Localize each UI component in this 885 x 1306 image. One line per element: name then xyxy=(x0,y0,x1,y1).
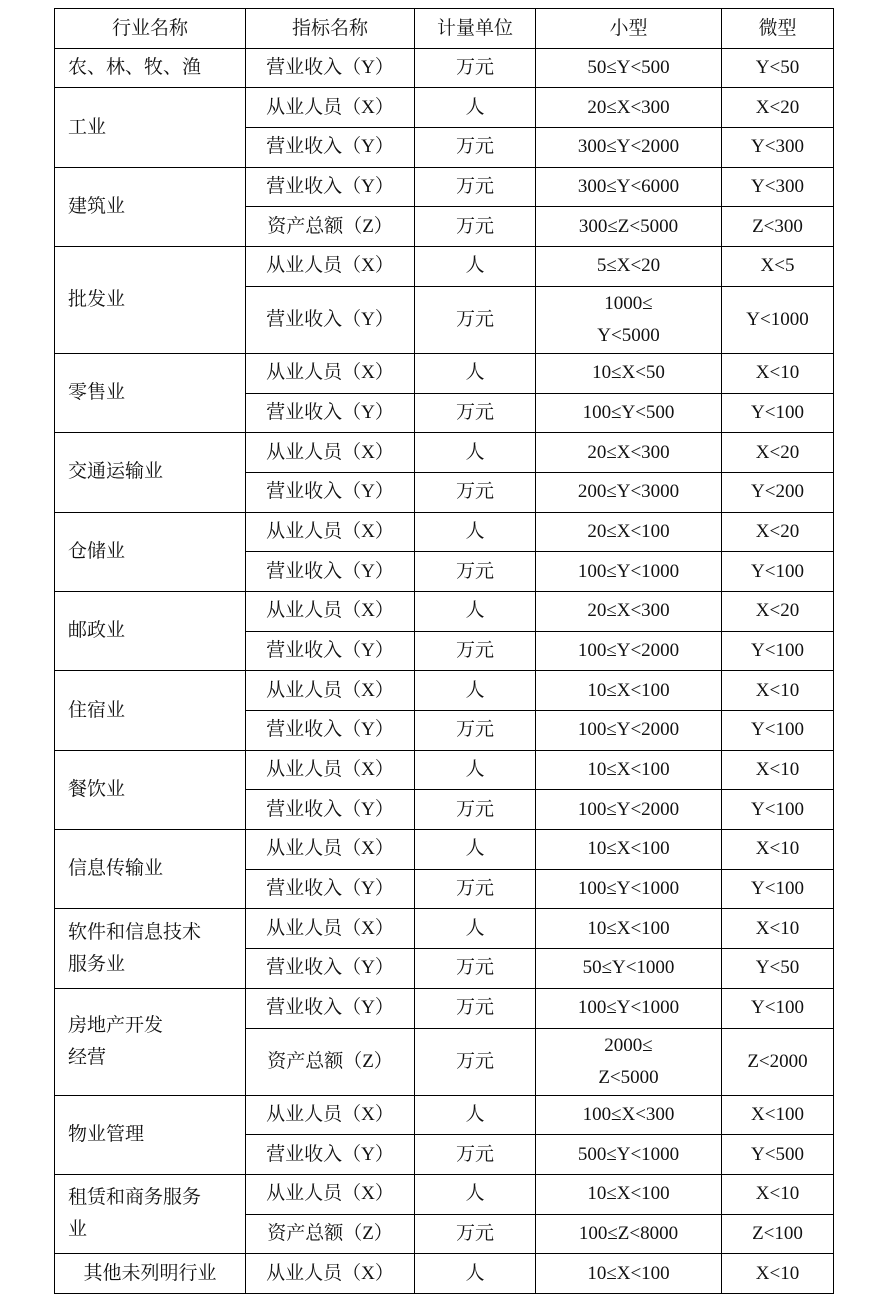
unit-cell: 人 xyxy=(415,1254,536,1294)
industry-cell: 邮政业 xyxy=(55,591,246,670)
unit-cell: 万元 xyxy=(415,988,536,1028)
header-micro: 微型 xyxy=(722,9,834,49)
indicator-cell: 营业收入（Y） xyxy=(246,286,415,353)
table-row xyxy=(55,591,834,631)
table-row xyxy=(55,512,834,552)
micro-threshold-cell: Y<300 xyxy=(722,167,834,207)
small-threshold-cell: 20≤X<300 xyxy=(536,433,722,473)
micro-threshold-cell: Z<300 xyxy=(722,207,834,247)
small-threshold-cell: 50≤Y<1000 xyxy=(536,949,722,989)
micro-threshold-cell: X<20 xyxy=(722,433,834,473)
small-threshold-cell: 20≤X<300 xyxy=(536,88,722,128)
small-threshold-cell: 10≤X<100 xyxy=(536,1254,722,1294)
indicator-cell: 从业人员（X） xyxy=(246,353,415,393)
small-threshold-cell: 300≤Z<5000 xyxy=(536,207,722,247)
table-row xyxy=(55,167,834,207)
small-threshold-cell: 50≤Y<500 xyxy=(536,48,722,88)
micro-threshold-cell: Z<100 xyxy=(722,1214,834,1254)
indicator-cell: 营业收入（Y） xyxy=(246,790,415,830)
indicator-cell: 从业人员（X） xyxy=(246,247,415,287)
indicator-cell: 营业收入（Y） xyxy=(246,949,415,989)
unit-cell: 万元 xyxy=(415,869,536,909)
micro-threshold-cell: Z<2000 xyxy=(722,1028,834,1095)
small-threshold-cell: 500≤Y<1000 xyxy=(536,1135,722,1175)
unit-cell: 万元 xyxy=(415,472,536,512)
small-threshold-cell: 2000≤ Z<5000 xyxy=(536,1028,722,1095)
table-row xyxy=(55,830,834,870)
indicator-cell: 从业人员（X） xyxy=(246,1174,415,1214)
indicator-cell: 营业收入（Y） xyxy=(246,869,415,909)
unit-cell: 万元 xyxy=(415,949,536,989)
enterprise-size-table xyxy=(54,8,834,1294)
indicator-cell: 从业人员（X） xyxy=(246,512,415,552)
indicator-cell: 营业收入（Y） xyxy=(246,1135,415,1175)
indicator-cell: 营业收入（Y） xyxy=(246,48,415,88)
small-threshold-cell: 10≤X<100 xyxy=(536,750,722,790)
header-row xyxy=(55,9,834,49)
micro-threshold-cell: Y<100 xyxy=(722,393,834,433)
small-threshold-cell: 10≤X<100 xyxy=(536,909,722,949)
industry-cell: 其他未列明行业 xyxy=(55,1254,246,1294)
micro-threshold-cell: Y<100 xyxy=(722,552,834,592)
small-threshold-cell: 300≤Y<2000 xyxy=(536,128,722,168)
micro-threshold-cell: X<100 xyxy=(722,1095,834,1135)
unit-cell: 人 xyxy=(415,750,536,790)
unit-cell: 万元 xyxy=(415,286,536,353)
industry-cell: 住宿业 xyxy=(55,671,246,750)
micro-threshold-cell: Y<50 xyxy=(722,48,834,88)
industry-cell: 零售业 xyxy=(55,353,246,432)
unit-cell: 万元 xyxy=(415,1135,536,1175)
table-row xyxy=(55,1254,834,1294)
micro-threshold-cell: X<10 xyxy=(722,830,834,870)
micro-threshold-cell: Y<100 xyxy=(722,869,834,909)
micro-threshold-cell: X<10 xyxy=(722,353,834,393)
indicator-cell: 从业人员（X） xyxy=(246,750,415,790)
industry-cell: 建筑业 xyxy=(55,167,246,246)
unit-cell: 人 xyxy=(415,909,536,949)
indicator-cell: 营业收入（Y） xyxy=(246,128,415,168)
industry-cell: 软件和信息技术 服务业 xyxy=(55,909,246,988)
indicator-cell: 从业人员（X） xyxy=(246,671,415,711)
indicator-cell: 营业收入（Y） xyxy=(246,631,415,671)
industry-cell: 物业管理 xyxy=(55,1095,246,1174)
indicator-cell: 从业人员（X） xyxy=(246,591,415,631)
unit-cell: 人 xyxy=(415,591,536,631)
unit-cell: 人 xyxy=(415,433,536,473)
header-indicator: 指标名称 xyxy=(246,9,415,49)
unit-cell: 万元 xyxy=(415,1028,536,1095)
unit-cell: 万元 xyxy=(415,790,536,830)
table-row xyxy=(55,433,834,473)
industry-cell: 农、林、牧、渔 xyxy=(55,48,246,88)
small-threshold-cell: 300≤Y<6000 xyxy=(536,167,722,207)
small-threshold-cell: 20≤X<100 xyxy=(536,512,722,552)
micro-threshold-cell: X<20 xyxy=(722,591,834,631)
small-threshold-cell: 100≤Y<2000 xyxy=(536,711,722,751)
micro-threshold-cell: Y<200 xyxy=(722,472,834,512)
unit-cell: 万元 xyxy=(415,48,536,88)
industry-cell: 批发业 xyxy=(55,247,246,354)
table-row xyxy=(55,988,834,1028)
indicator-cell: 从业人员（X） xyxy=(246,909,415,949)
micro-threshold-cell: Y<100 xyxy=(722,631,834,671)
industry-cell: 租赁和商务服务 业 xyxy=(55,1174,246,1253)
unit-cell: 人 xyxy=(415,512,536,552)
unit-cell: 万元 xyxy=(415,393,536,433)
unit-cell: 万元 xyxy=(415,167,536,207)
table-row xyxy=(55,909,834,949)
micro-threshold-cell: X<20 xyxy=(722,88,834,128)
indicator-cell: 从业人员（X） xyxy=(246,433,415,473)
micro-threshold-cell: Y<100 xyxy=(722,711,834,751)
micro-threshold-cell: X<10 xyxy=(722,671,834,711)
indicator-cell: 营业收入（Y） xyxy=(246,393,415,433)
small-threshold-cell: 100≤Y<2000 xyxy=(536,790,722,830)
unit-cell: 人 xyxy=(415,830,536,870)
small-threshold-cell: 100≤Y<1000 xyxy=(536,869,722,909)
small-threshold-cell: 10≤X<100 xyxy=(536,671,722,711)
unit-cell: 人 xyxy=(415,353,536,393)
indicator-cell: 营业收入（Y） xyxy=(246,711,415,751)
small-threshold-cell: 100≤Y<500 xyxy=(536,393,722,433)
indicator-cell: 营业收入（Y） xyxy=(246,988,415,1028)
indicator-cell: 营业收入（Y） xyxy=(246,472,415,512)
micro-threshold-cell: X<10 xyxy=(722,1254,834,1294)
micro-threshold-cell: X<10 xyxy=(722,909,834,949)
table-row xyxy=(55,247,834,287)
unit-cell: 人 xyxy=(415,247,536,287)
unit-cell: 人 xyxy=(415,1174,536,1214)
small-threshold-cell: 100≤X<300 xyxy=(536,1095,722,1135)
unit-cell: 人 xyxy=(415,671,536,711)
indicator-cell: 资产总额（Z） xyxy=(246,1028,415,1095)
small-threshold-cell: 5≤X<20 xyxy=(536,247,722,287)
table-row xyxy=(55,353,834,393)
industry-cell: 信息传输业 xyxy=(55,830,246,909)
small-threshold-cell: 10≤X<100 xyxy=(536,830,722,870)
unit-cell: 万元 xyxy=(415,207,536,247)
small-threshold-cell: 1000≤ Y<5000 xyxy=(536,286,722,353)
indicator-cell: 从业人员（X） xyxy=(246,88,415,128)
header-small: 小型 xyxy=(536,9,722,49)
indicator-cell: 资产总额（Z） xyxy=(246,1214,415,1254)
unit-cell: 人 xyxy=(415,88,536,128)
industry-cell: 交通运输业 xyxy=(55,433,246,512)
micro-threshold-cell: Y<300 xyxy=(722,128,834,168)
small-threshold-cell: 20≤X<300 xyxy=(536,591,722,631)
unit-cell: 人 xyxy=(415,1095,536,1135)
unit-cell: 万元 xyxy=(415,552,536,592)
small-threshold-cell: 100≤Y<2000 xyxy=(536,631,722,671)
unit-cell: 万元 xyxy=(415,128,536,168)
micro-threshold-cell: X<5 xyxy=(722,247,834,287)
header-industry: 行业名称 xyxy=(55,9,246,49)
indicator-cell: 营业收入（Y） xyxy=(246,167,415,207)
indicator-cell: 从业人员（X） xyxy=(246,830,415,870)
table-row xyxy=(55,1095,834,1135)
micro-threshold-cell: Y<100 xyxy=(722,790,834,830)
micro-threshold-cell: Y<50 xyxy=(722,949,834,989)
small-threshold-cell: 100≤Y<1000 xyxy=(536,988,722,1028)
industry-cell: 仓储业 xyxy=(55,512,246,591)
micro-threshold-cell: Y<500 xyxy=(722,1135,834,1175)
small-threshold-cell: 100≤Y<1000 xyxy=(536,552,722,592)
unit-cell: 万元 xyxy=(415,711,536,751)
micro-threshold-cell: Y<100 xyxy=(722,988,834,1028)
table-row xyxy=(55,750,834,790)
industry-cell: 工业 xyxy=(55,88,246,167)
unit-cell: 万元 xyxy=(415,631,536,671)
small-threshold-cell: 100≤Z<8000 xyxy=(536,1214,722,1254)
table-row xyxy=(55,1174,834,1214)
table-row xyxy=(55,48,834,88)
indicator-cell: 资产总额（Z） xyxy=(246,207,415,247)
table-row xyxy=(55,671,834,711)
header-unit: 计量单位 xyxy=(415,9,536,49)
industry-cell: 餐饮业 xyxy=(55,750,246,829)
micro-threshold-cell: X<10 xyxy=(722,1174,834,1214)
small-threshold-cell: 10≤X<100 xyxy=(536,1174,722,1214)
indicator-cell: 从业人员（X） xyxy=(246,1254,415,1294)
indicator-cell: 营业收入（Y） xyxy=(246,552,415,592)
small-threshold-cell: 200≤Y<3000 xyxy=(536,472,722,512)
industry-cell: 房地产开发 经营 xyxy=(55,988,246,1095)
unit-cell: 万元 xyxy=(415,1214,536,1254)
micro-threshold-cell: X<10 xyxy=(722,750,834,790)
indicator-cell: 从业人员（X） xyxy=(246,1095,415,1135)
small-threshold-cell: 10≤X<50 xyxy=(536,353,722,393)
micro-threshold-cell: Y<1000 xyxy=(722,286,834,353)
micro-threshold-cell: X<20 xyxy=(722,512,834,552)
table-row xyxy=(55,88,834,128)
